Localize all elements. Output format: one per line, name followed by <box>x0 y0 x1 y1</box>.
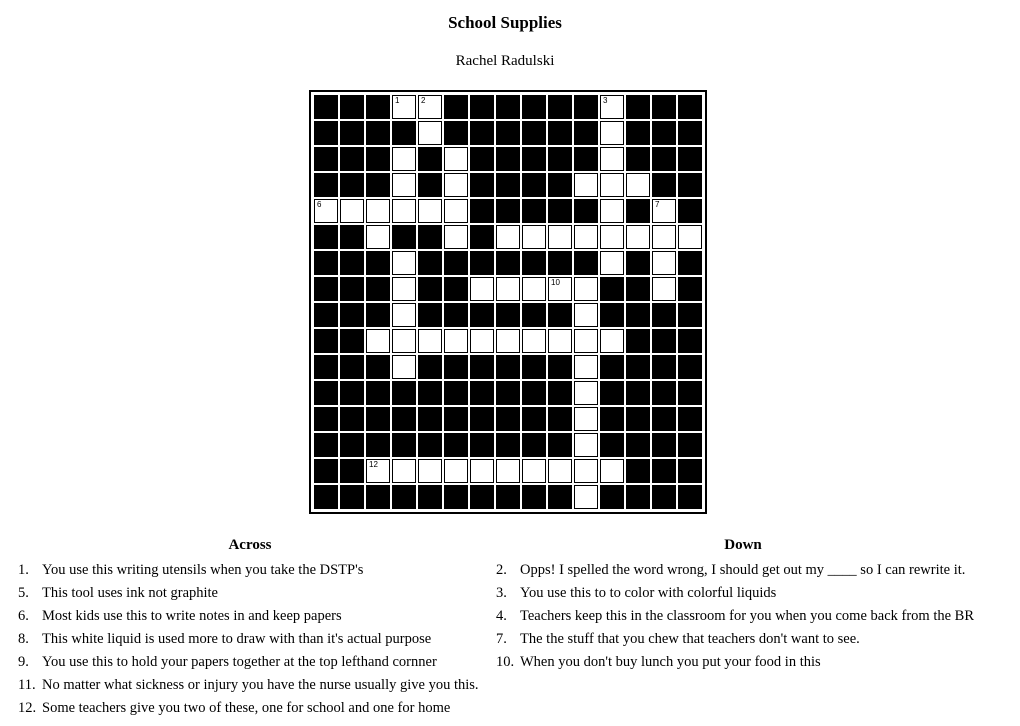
grid-cell-open[interactable] <box>600 147 624 171</box>
grid-cell-blocked <box>340 433 364 457</box>
grid-cell-blocked <box>600 407 624 431</box>
grid-cell-blocked <box>652 355 676 379</box>
grid-cell-blocked <box>522 485 546 509</box>
grid-cell-blocked <box>314 433 338 457</box>
grid-cell-blocked <box>418 381 442 405</box>
grid-cell-blocked <box>314 407 338 431</box>
grid-cell-blocked <box>678 251 702 275</box>
grid-cell-open[interactable] <box>392 173 416 197</box>
grid-cell-blocked <box>522 355 546 379</box>
grid-cell-blocked <box>496 173 520 197</box>
grid-cell-blocked <box>444 381 468 405</box>
grid-cell-blocked <box>366 95 390 119</box>
grid-cell-blocked <box>626 355 650 379</box>
grid-cell-blocked <box>522 407 546 431</box>
grid-cell-blocked <box>626 251 650 275</box>
grid-cell-blocked <box>340 121 364 145</box>
grid-cell-blocked <box>314 485 338 509</box>
grid-cell-blocked <box>496 303 520 327</box>
grid-cell-open[interactable] <box>392 147 416 171</box>
grid-cell-open[interactable] <box>418 459 442 483</box>
grid-cell-blocked <box>340 329 364 353</box>
grid-cell-blocked <box>600 485 624 509</box>
down-clue <box>496 561 974 584</box>
grid-cell-open[interactable] <box>366 225 390 249</box>
grid-cell-blocked <box>496 199 520 223</box>
clue-text: No matter what sickness or injury you have the nurse usually give you this. <box>42 677 479 693</box>
grid-cell-blocked <box>340 277 364 301</box>
grid-cell-open[interactable] <box>392 329 416 353</box>
across-clue <box>18 561 479 584</box>
grid-cell-blocked <box>548 121 572 145</box>
grid-cell-open[interactable] <box>470 277 494 301</box>
grid-cell-open[interactable] <box>392 303 416 327</box>
grid-cell-blocked <box>470 225 494 249</box>
grid-cell-open[interactable] <box>600 329 624 353</box>
grid-cell-blocked <box>626 147 650 171</box>
grid-cell-blocked <box>418 251 442 275</box>
grid-cell-blocked <box>652 433 676 457</box>
grid-cell-blocked <box>548 485 572 509</box>
grid-cell-blocked <box>626 303 650 327</box>
grid-cell-open[interactable] <box>600 121 624 145</box>
grid-cell-open[interactable] <box>444 225 468 249</box>
grid-cell-blocked <box>444 277 468 301</box>
grid-cell-open[interactable] <box>574 459 598 483</box>
grid-cell-open[interactable] <box>652 251 676 275</box>
grid-cell-blocked <box>522 381 546 405</box>
grid-cell-blocked <box>340 381 364 405</box>
grid-cell-open[interactable] <box>600 225 624 249</box>
grid-cell-open[interactable] <box>496 329 520 353</box>
grid-cell-open[interactable] <box>548 329 572 353</box>
clue-text: Teachers keep this in the classroom for you when you come back from the BR <box>520 608 974 624</box>
grid-cell-blocked <box>626 407 650 431</box>
grid-cell-blocked <box>340 303 364 327</box>
across-clue <box>18 653 479 676</box>
grid-cell-blocked <box>574 147 598 171</box>
grid-cell-blocked <box>548 147 572 171</box>
grid-cell-blocked <box>548 303 572 327</box>
grid-cell-open[interactable] <box>392 459 416 483</box>
grid-cell-blocked <box>444 485 468 509</box>
grid-cell-open[interactable] <box>522 225 546 249</box>
grid-cell-blocked <box>418 355 442 379</box>
clue-text: This tool uses ink not graphite <box>42 585 218 601</box>
grid-cell-open[interactable] <box>574 407 598 431</box>
grid-cell-blocked <box>392 485 416 509</box>
grid-cell-blocked <box>496 381 520 405</box>
grid-cell-blocked <box>444 433 468 457</box>
clue-text: You use this to hold your papers together at the top lefthand cornner <box>42 654 437 670</box>
grid-cell-open[interactable] <box>392 277 416 301</box>
down-heading: Down <box>724 537 762 553</box>
grid-cell-blocked <box>340 225 364 249</box>
grid-cell-blocked <box>418 147 442 171</box>
grid-cell-blocked <box>392 381 416 405</box>
grid-cell-blocked <box>366 121 390 145</box>
grid-cell-blocked <box>626 277 650 301</box>
grid-cell-blocked <box>444 121 468 145</box>
clue-number: 7. <box>496 631 507 647</box>
grid-cell-blocked <box>470 95 494 119</box>
grid-cell-blocked <box>340 173 364 197</box>
grid-cell-blocked <box>366 381 390 405</box>
grid-cell-open[interactable] <box>626 173 650 197</box>
grid-cell-blocked <box>340 485 364 509</box>
grid-cell-open[interactable] <box>652 277 676 301</box>
crossword-grid-cells <box>313 94 703 510</box>
grid-cell-blocked <box>652 485 676 509</box>
grid-cell-blocked <box>470 381 494 405</box>
grid-cell-blocked <box>418 407 442 431</box>
grid-cell-blocked <box>418 277 442 301</box>
clue-text: This white liquid is used more to draw with than it's actual purpose <box>42 631 432 647</box>
clue-text: Opps! I spelled the word wrong, I should get out my ____ so I can rewrite it. <box>520 562 966 578</box>
grid-cell-blocked <box>366 355 390 379</box>
grid-cell-open[interactable] <box>626 225 650 249</box>
grid-cell-open[interactable] <box>444 173 468 197</box>
grid-cell-blocked <box>470 121 494 145</box>
grid-cell-blocked <box>418 303 442 327</box>
grid-cell-blocked <box>652 95 676 119</box>
grid-cell-blocked <box>678 95 702 119</box>
clue-number: 3 <box>603 96 608 105</box>
grid-cell-blocked <box>496 355 520 379</box>
grid-cell-blocked <box>366 147 390 171</box>
across-heading: Across <box>228 537 272 553</box>
grid-cell-open[interactable] <box>548 459 572 483</box>
grid-cell-blocked <box>340 147 364 171</box>
grid-cell-blocked <box>652 121 676 145</box>
grid-cell-open[interactable] <box>314 199 338 223</box>
clue-text: You use this writing utensils when you take the DSTP's <box>42 562 364 578</box>
grid-cell-blocked <box>626 95 650 119</box>
grid-cell-open[interactable] <box>574 355 598 379</box>
clue-number: 9. <box>18 654 29 670</box>
grid-cell-blocked <box>678 459 702 483</box>
grid-cell-blocked <box>496 95 520 119</box>
crossword-grid <box>309 90 707 514</box>
puzzle-author: Rachel Radulski <box>455 53 555 69</box>
grid-cell-open[interactable] <box>522 459 546 483</box>
grid-cell-blocked <box>548 407 572 431</box>
down-clue <box>496 630 974 653</box>
grid-cell-open[interactable] <box>522 277 546 301</box>
grid-cell-open[interactable] <box>496 277 520 301</box>
grid-cell-open[interactable] <box>548 225 572 249</box>
grid-cell-open[interactable] <box>574 381 598 405</box>
grid-cell-blocked <box>548 433 572 457</box>
across-clue <box>18 630 479 653</box>
grid-cell-blocked <box>314 173 338 197</box>
grid-cell-blocked <box>418 485 442 509</box>
grid-cell-blocked <box>652 329 676 353</box>
grid-cell-blocked <box>314 95 338 119</box>
grid-cell-blocked <box>522 251 546 275</box>
down-clue <box>496 584 974 607</box>
grid-cell-blocked <box>678 121 702 145</box>
grid-cell-blocked <box>548 251 572 275</box>
grid-cell-blocked <box>314 303 338 327</box>
grid-cell-open[interactable] <box>418 329 442 353</box>
clue-text: You use this to to color with colorful liquids <box>520 585 777 601</box>
grid-cell-blocked <box>496 407 520 431</box>
grid-cell-blocked <box>470 485 494 509</box>
grid-cell-blocked <box>444 251 468 275</box>
across-clue-list <box>18 561 479 722</box>
grid-cell-blocked <box>444 407 468 431</box>
grid-cell-blocked <box>652 147 676 171</box>
grid-cell-open[interactable] <box>418 199 442 223</box>
grid-cell-blocked <box>548 355 572 379</box>
clue-number: 11. <box>18 677 36 693</box>
grid-cell-open[interactable] <box>444 459 468 483</box>
grid-cell-blocked <box>470 355 494 379</box>
clue-number: 2 <box>421 96 426 105</box>
grid-cell-blocked <box>340 459 364 483</box>
grid-cell-blocked <box>340 251 364 275</box>
grid-cell-blocked <box>314 251 338 275</box>
grid-cell-blocked <box>678 355 702 379</box>
clue-text: When you don't buy lunch you put your food in this <box>520 654 821 670</box>
clue-number: 6. <box>18 608 29 624</box>
grid-cell-blocked <box>548 95 572 119</box>
grid-cell-blocked <box>392 407 416 431</box>
grid-cell-blocked <box>678 303 702 327</box>
grid-cell-blocked <box>678 199 702 223</box>
clue-number: 2. <box>496 562 507 578</box>
grid-cell-blocked <box>392 225 416 249</box>
grid-cell-blocked <box>522 147 546 171</box>
grid-cell-blocked <box>626 433 650 457</box>
clue-number: 5. <box>18 585 29 601</box>
grid-cell-blocked <box>574 199 598 223</box>
grid-cell-blocked <box>678 381 702 405</box>
grid-cell-blocked <box>548 381 572 405</box>
grid-cell-blocked <box>678 147 702 171</box>
clue-number: 4. <box>496 608 507 624</box>
clue-number: 1. <box>18 562 29 578</box>
grid-cell-blocked <box>600 277 624 301</box>
grid-cell-open[interactable] <box>652 199 676 223</box>
down-clue <box>496 653 974 676</box>
grid-cell-blocked <box>678 329 702 353</box>
grid-cell-blocked <box>366 173 390 197</box>
grid-cell-blocked <box>626 459 650 483</box>
grid-cell-blocked <box>314 147 338 171</box>
grid-cell-blocked <box>392 121 416 145</box>
grid-cell-open[interactable] <box>574 329 598 353</box>
grid-cell-blocked <box>678 485 702 509</box>
grid-cell-open[interactable] <box>574 433 598 457</box>
grid-cell-open[interactable] <box>392 251 416 275</box>
grid-cell-blocked <box>314 459 338 483</box>
across-clue <box>18 699 479 722</box>
grid-cell-blocked <box>470 147 494 171</box>
grid-cell-open[interactable] <box>548 277 572 301</box>
grid-cell-blocked <box>418 433 442 457</box>
grid-cell-blocked <box>340 355 364 379</box>
grid-cell-blocked <box>522 433 546 457</box>
down-clue <box>496 607 974 630</box>
clue-number: 12. <box>18 700 37 716</box>
grid-cell-blocked <box>470 199 494 223</box>
grid-cell-blocked <box>574 121 598 145</box>
grid-cell-open[interactable] <box>366 199 390 223</box>
grid-cell-blocked <box>366 485 390 509</box>
grid-cell-blocked <box>652 459 676 483</box>
grid-cell-blocked <box>496 121 520 145</box>
grid-cell-open[interactable] <box>574 485 598 509</box>
across-clue <box>18 607 479 630</box>
grid-cell-blocked <box>522 95 546 119</box>
grid-cell-blocked <box>522 121 546 145</box>
grid-cell-open[interactable] <box>366 329 390 353</box>
grid-cell-open[interactable] <box>496 459 520 483</box>
grid-cell-blocked <box>366 303 390 327</box>
clue-text: Some teachers give you two of these, one for school and one for home <box>42 700 451 716</box>
clue-number: 10. <box>496 654 515 670</box>
grid-cell-blocked <box>496 433 520 457</box>
grid-cell-blocked <box>470 433 494 457</box>
clue-number: 8. <box>18 631 29 647</box>
grid-cell-blocked <box>340 95 364 119</box>
grid-cell-open[interactable] <box>470 459 494 483</box>
grid-cell-blocked <box>626 329 650 353</box>
grid-cell-blocked <box>678 433 702 457</box>
grid-cell-open[interactable] <box>574 303 598 327</box>
grid-cell-open[interactable] <box>444 329 468 353</box>
grid-cell-blocked <box>470 173 494 197</box>
grid-cell-open[interactable] <box>678 225 702 249</box>
grid-cell-blocked <box>366 433 390 457</box>
grid-cell-blocked <box>626 381 650 405</box>
grid-cell-blocked <box>314 121 338 145</box>
grid-cell-open[interactable] <box>574 173 598 197</box>
grid-cell-open[interactable] <box>340 199 364 223</box>
grid-cell-blocked <box>496 147 520 171</box>
grid-cell-open[interactable] <box>444 147 468 171</box>
grid-cell-blocked <box>678 277 702 301</box>
grid-cell-blocked <box>444 95 468 119</box>
grid-cell-blocked <box>678 173 702 197</box>
grid-cell-open[interactable] <box>418 121 442 145</box>
grid-cell-blocked <box>444 355 468 379</box>
grid-cell-open[interactable] <box>392 355 416 379</box>
grid-cell-open[interactable] <box>470 329 494 353</box>
grid-cell-open[interactable] <box>392 199 416 223</box>
grid-cell-blocked <box>600 433 624 457</box>
across-clue <box>18 676 479 699</box>
grid-cell-blocked <box>366 277 390 301</box>
grid-cell-blocked <box>392 433 416 457</box>
grid-cell-blocked <box>548 199 572 223</box>
grid-cell-open[interactable] <box>574 277 598 301</box>
clue-number: 10 <box>551 278 560 287</box>
grid-cell-blocked <box>470 251 494 275</box>
grid-cell-open[interactable] <box>574 225 598 249</box>
clue-number: 3. <box>496 585 507 601</box>
grid-cell-open[interactable] <box>496 225 520 249</box>
grid-cell-blocked <box>470 303 494 327</box>
grid-cell-open[interactable] <box>366 459 390 483</box>
grid-cell-blocked <box>522 173 546 197</box>
grid-cell-blocked <box>314 329 338 353</box>
grid-cell-blocked <box>626 121 650 145</box>
grid-cell-blocked <box>574 251 598 275</box>
grid-cell-open[interactable] <box>600 251 624 275</box>
grid-cell-blocked <box>652 381 676 405</box>
across-clue <box>18 584 479 607</box>
grid-cell-open[interactable] <box>418 95 442 119</box>
clue-number: 1 <box>395 96 400 105</box>
clue-number: 12 <box>369 460 378 469</box>
grid-cell-blocked <box>496 485 520 509</box>
grid-cell-blocked <box>314 381 338 405</box>
grid-cell-open[interactable] <box>600 459 624 483</box>
grid-cell-blocked <box>626 199 650 223</box>
grid-cell-open[interactable] <box>392 95 416 119</box>
grid-cell-blocked <box>652 173 676 197</box>
puzzle-title: School Supplies <box>448 13 562 32</box>
grid-cell-open[interactable] <box>600 95 624 119</box>
grid-cell-blocked <box>574 95 598 119</box>
grid-cell-open[interactable] <box>522 329 546 353</box>
grid-cell-blocked <box>548 173 572 197</box>
grid-cell-blocked <box>340 407 364 431</box>
grid-cell-blocked <box>444 303 468 327</box>
grid-cell-blocked <box>470 407 494 431</box>
grid-cell-open[interactable] <box>444 199 468 223</box>
grid-cell-blocked <box>652 407 676 431</box>
grid-cell-blocked <box>366 407 390 431</box>
clue-number: 7 <box>655 200 660 209</box>
grid-cell-blocked <box>600 355 624 379</box>
grid-cell-open[interactable] <box>600 199 624 223</box>
grid-cell-blocked <box>652 303 676 327</box>
grid-cell-blocked <box>496 251 520 275</box>
clue-text: Most kids use this to write notes in and keep papers <box>42 608 342 624</box>
grid-cell-blocked <box>314 277 338 301</box>
grid-cell-open[interactable] <box>652 225 676 249</box>
grid-cell-blocked <box>600 381 624 405</box>
down-clue-list <box>496 561 974 676</box>
grid-cell-blocked <box>314 355 338 379</box>
grid-cell-blocked <box>522 199 546 223</box>
grid-cell-blocked <box>626 485 650 509</box>
grid-cell-blocked <box>600 303 624 327</box>
grid-cell-blocked <box>314 225 338 249</box>
grid-cell-blocked <box>678 407 702 431</box>
grid-cell-blocked <box>366 251 390 275</box>
clue-text: The the stuff that you chew that teachers don't want to see. <box>520 631 860 647</box>
grid-cell-open[interactable] <box>600 173 624 197</box>
clue-number: 6 <box>317 200 322 209</box>
grid-cell-blocked <box>418 173 442 197</box>
grid-cell-blocked <box>418 225 442 249</box>
grid-cell-blocked <box>522 303 546 327</box>
